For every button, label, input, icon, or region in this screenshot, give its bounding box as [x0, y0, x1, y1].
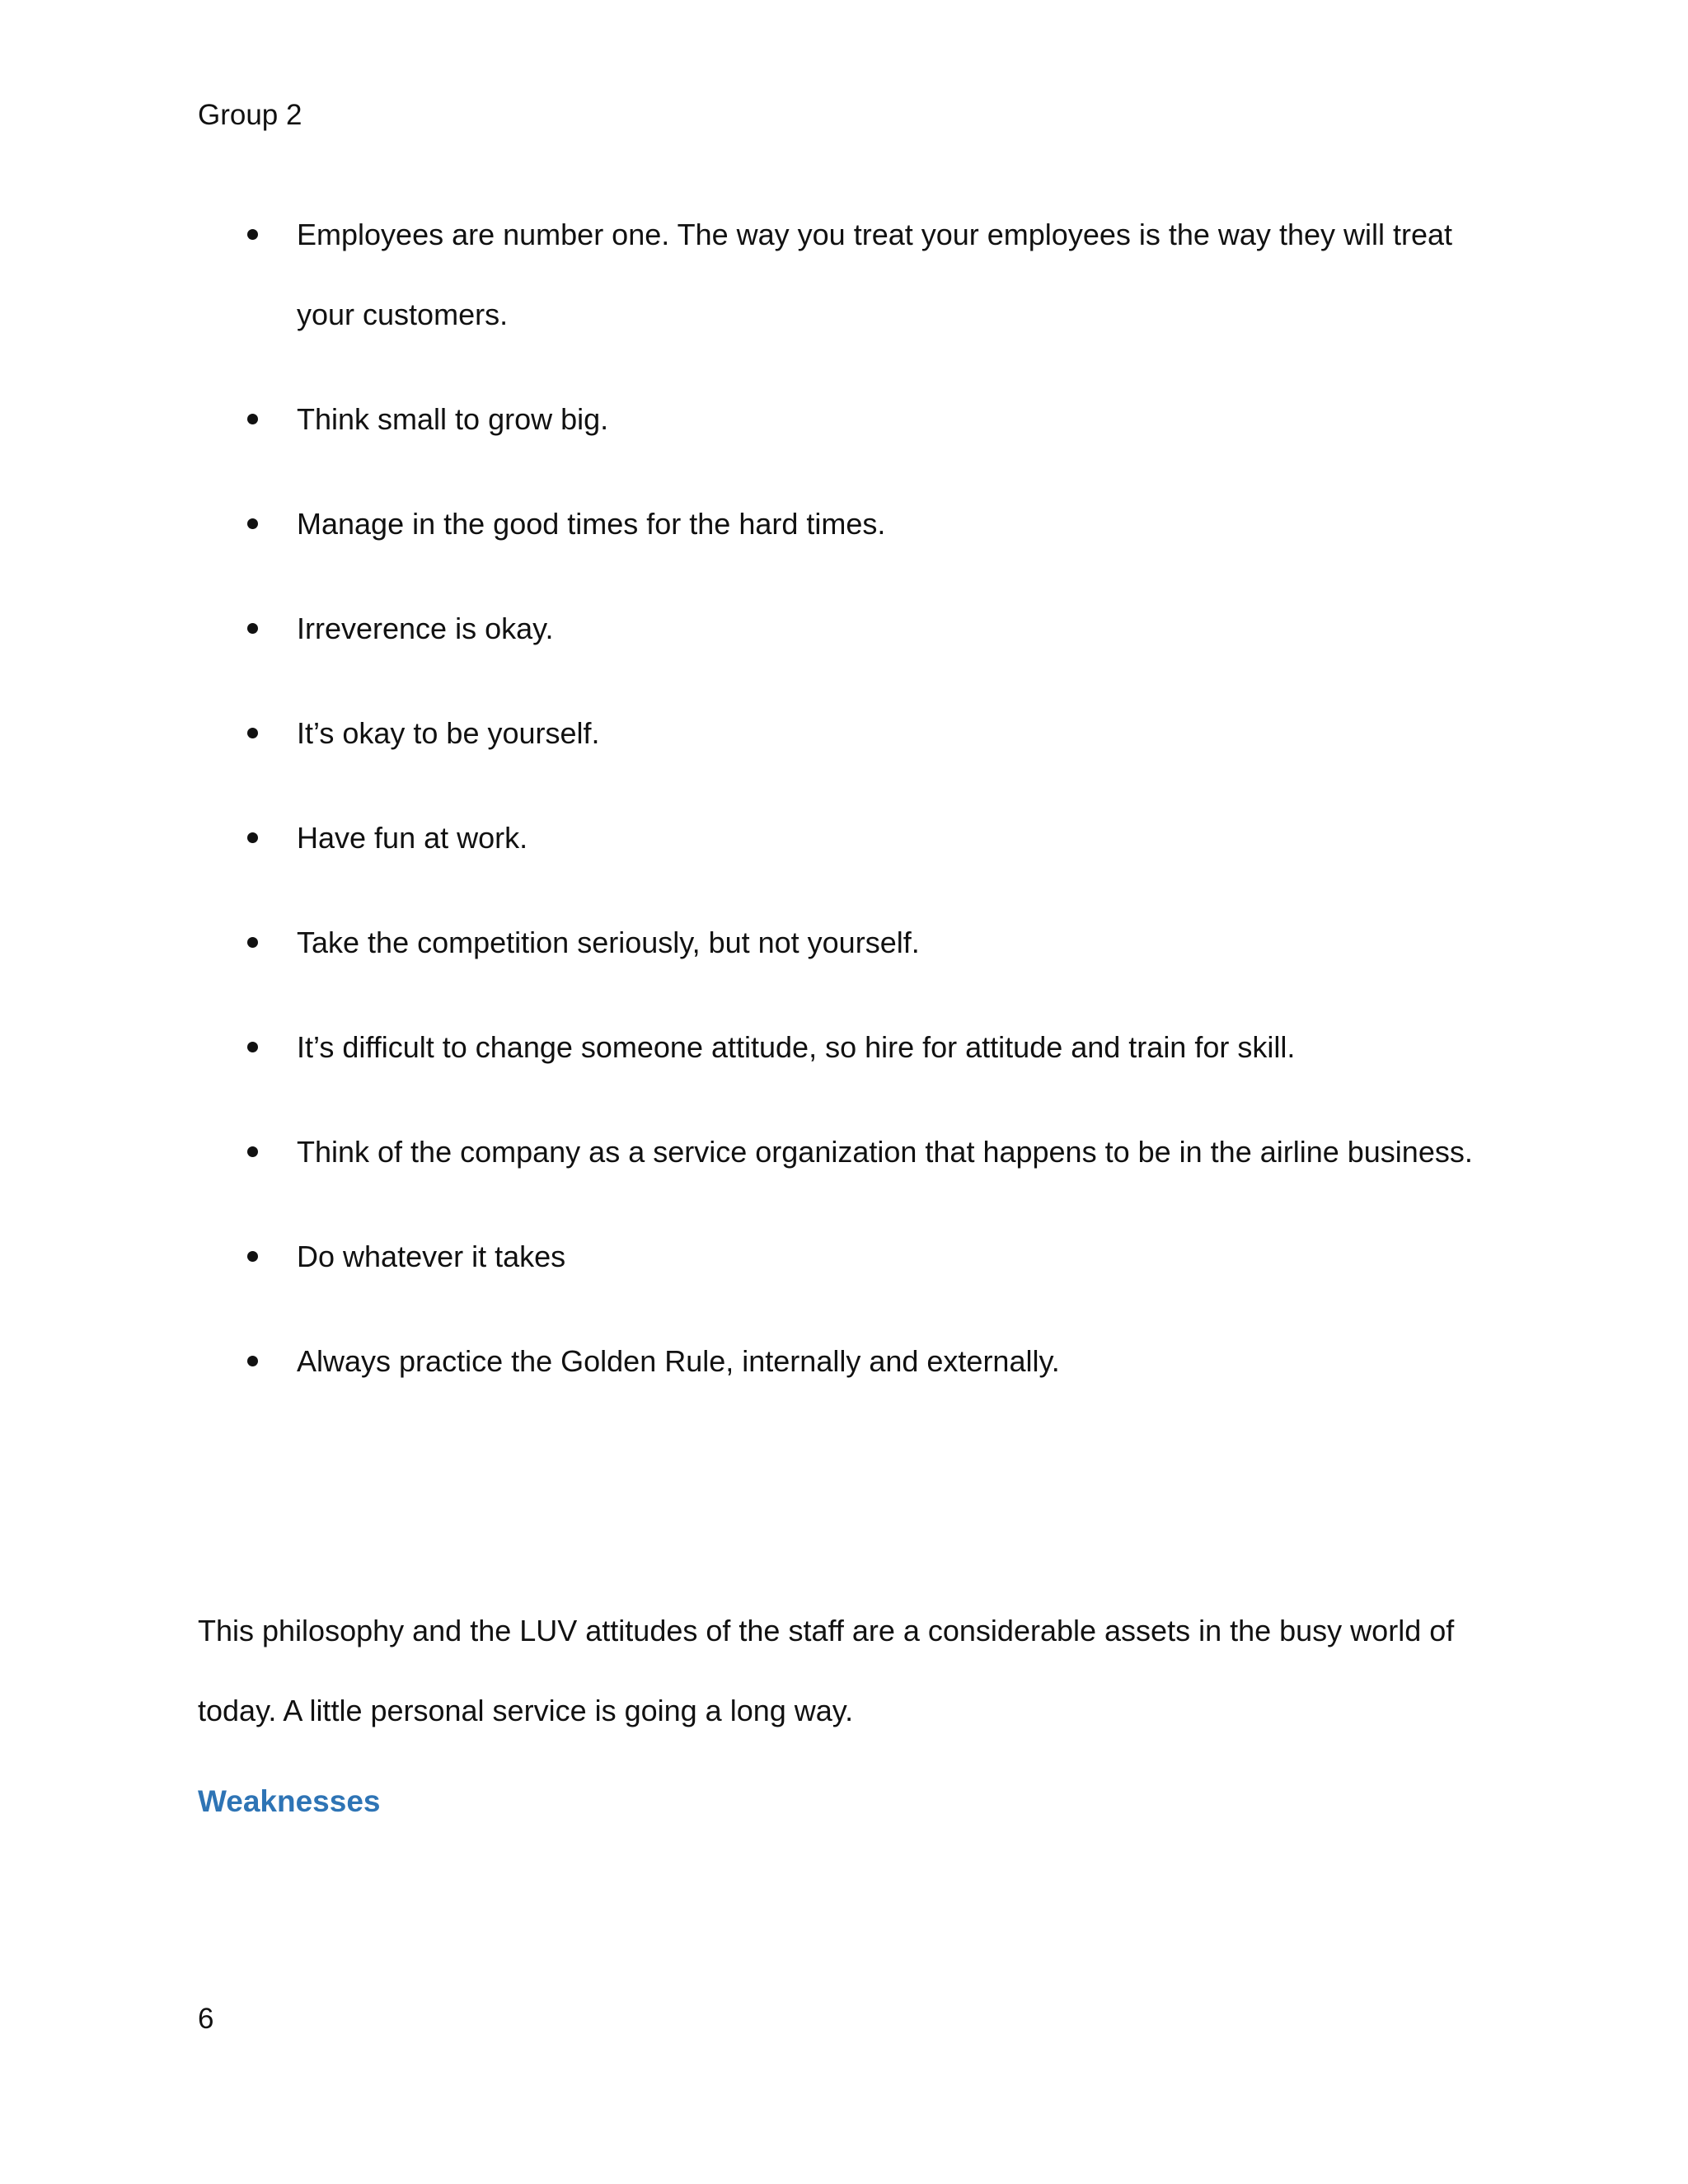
bullet-item: [247, 194, 1484, 354]
bullet-dot-icon: [247, 1356, 258, 1366]
bullet-dot-icon: [247, 229, 258, 240]
bullet-text: It’s okay to be yourself.: [297, 716, 600, 750]
bullet-text: Think of the company as a service organization that happens to be in the airline business.: [297, 1135, 1473, 1169]
bullet-item: [247, 588, 1484, 668]
bullet-dot-icon: [247, 1251, 258, 1262]
bullet-text: Always practice the Golden Rule, internally and externally.: [297, 1344, 1060, 1378]
bullet-dot-icon: [247, 728, 258, 738]
bullet-text: Do whatever it takes: [297, 1240, 566, 1273]
bullet-text: Have fun at work.: [297, 821, 528, 855]
bullet-dot-icon: [247, 1042, 258, 1052]
bullet-text: Think small to grow big.: [297, 402, 609, 436]
bullet-item: [247, 1112, 1484, 1192]
bullet-item: [247, 902, 1484, 982]
bullet-item: [247, 1007, 1484, 1087]
body-paragraph: This philosophy and the LUV attitudes of the staff are a considerable assets in the busy world of today. A little personal service is going a long way.: [198, 1614, 1455, 1727]
bullet-text: Take the competition seriously, but not yourself.: [297, 926, 920, 959]
bullet-item: [247, 1321, 1484, 1401]
bullet-list: [247, 194, 1484, 1426]
bullet-dot-icon: [247, 1146, 258, 1157]
bullet-item: [247, 379, 1484, 459]
bullet-item: [247, 1216, 1484, 1296]
bullet-dot-icon: [247, 937, 258, 948]
bullet-text: It’s difficult to change someone attitude, so hire for attitude and train for skill.: [297, 1030, 1296, 1064]
bullet-text: Irreverence is okay.: [297, 612, 554, 645]
bullet-dot-icon: [247, 518, 258, 529]
section-heading-weaknesses: Weaknesses: [198, 1784, 381, 1818]
page-number: 6: [198, 2003, 214, 2035]
bullet-item: [247, 484, 1484, 564]
bullet-item: [247, 693, 1484, 773]
bullet-dot-icon: [247, 623, 258, 634]
bullet-item: [247, 798, 1484, 878]
bullet-text: Employees are number one. The way you treat your employees is the way they will treat your customers.: [297, 218, 1453, 331]
bullet-dot-icon: [247, 414, 258, 424]
bullet-text: Manage in the good times for the hard times.: [297, 507, 886, 541]
page-header: Group 2: [198, 99, 302, 131]
bullet-dot-icon: [247, 832, 258, 843]
